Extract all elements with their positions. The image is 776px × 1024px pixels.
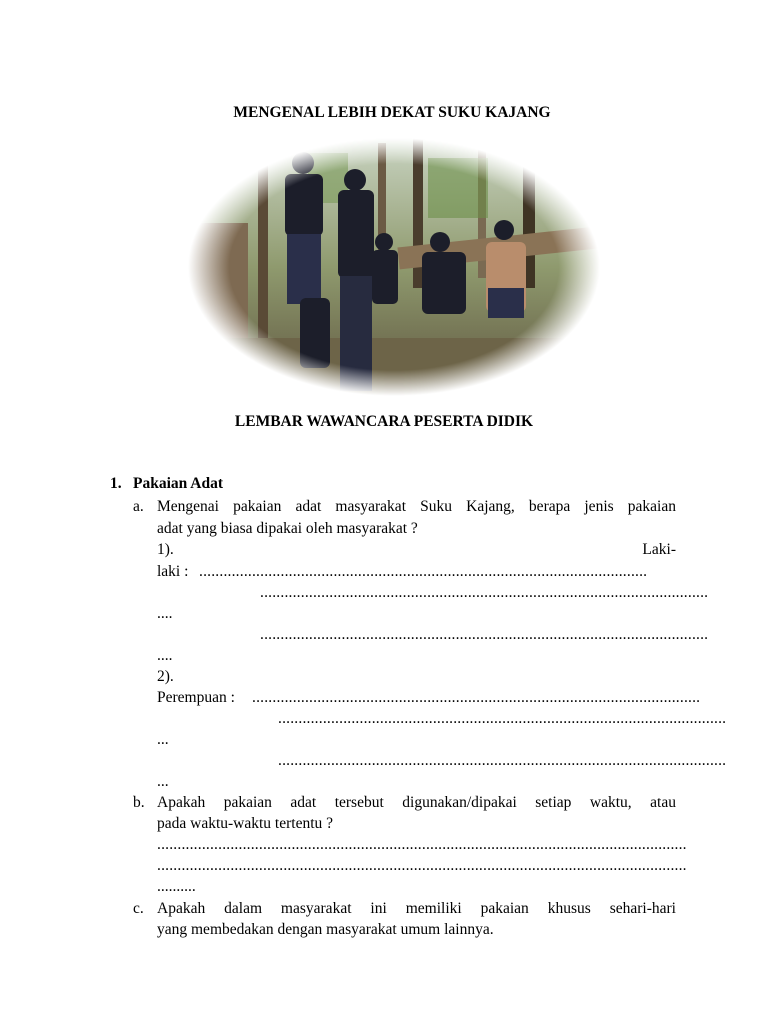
- question-a-text-1: Mengenai pakaian adat masyarakat Suku Kajang, berapa jenis pakaian: [157, 498, 676, 515]
- answer-line-tail: ...: [157, 773, 169, 790]
- question-c-text-2: yang membedakan dengan masyarakat umum lainnya.: [157, 921, 494, 938]
- item-2-number: 2).: [157, 668, 174, 685]
- page-subtitle: LEMBAR WAWANCARA PESERTA DIDIK: [234, 413, 534, 430]
- question-c-letter: c.: [133, 900, 144, 917]
- question-b-text-1: Apakah pakaian adat tersebut digunakan/dipakai setiap waktu, atau: [157, 794, 676, 811]
- answer-line: ..............................................................................................................: [260, 584, 709, 601]
- answer-line: ..............................................................................................................: [199, 563, 648, 580]
- question-a-letter: a.: [133, 498, 144, 515]
- answer-line: ..................................................................................................................................: [157, 836, 687, 853]
- item-1-label-end: Laki-: [642, 541, 676, 558]
- question-c-text-1: Apakah dalam masyarakat ini memiliki pakaian khusus sehari-hari: [157, 900, 676, 917]
- page-title: MENGENAL LEBIH DEKAT SUKU KAJANG: [233, 104, 551, 121]
- answer-line: ..............................................................................................................: [278, 752, 727, 769]
- answer-line-tail: ..........: [157, 878, 196, 895]
- question-b-letter: b.: [133, 794, 145, 811]
- answer-line-tail: ...: [157, 731, 169, 748]
- section-number: 1.: [110, 475, 122, 492]
- answer-line: ..............................................................................................................: [260, 626, 709, 643]
- question-b-text-2: pada waktu-waktu tertentu ?: [157, 815, 334, 832]
- section-title: Pakaian Adat: [133, 475, 224, 492]
- question-a-text-2: adat yang biasa dipakai oleh masyarakat ?: [157, 520, 418, 537]
- answer-line: ..............................................................................................................: [252, 689, 701, 706]
- answer-line-tail: ....: [157, 605, 173, 622]
- answer-line-tail: ....: [157, 647, 173, 664]
- answer-line: ..................................................................................................................................: [157, 857, 687, 874]
- item-2-label: Perempuan :: [157, 689, 235, 706]
- suku-kajang-photo: [188, 138, 600, 396]
- item-1-number: 1).: [157, 541, 174, 558]
- answer-line: ..............................................................................................................: [278, 710, 727, 727]
- item-1-label-start: laki :: [157, 563, 189, 580]
